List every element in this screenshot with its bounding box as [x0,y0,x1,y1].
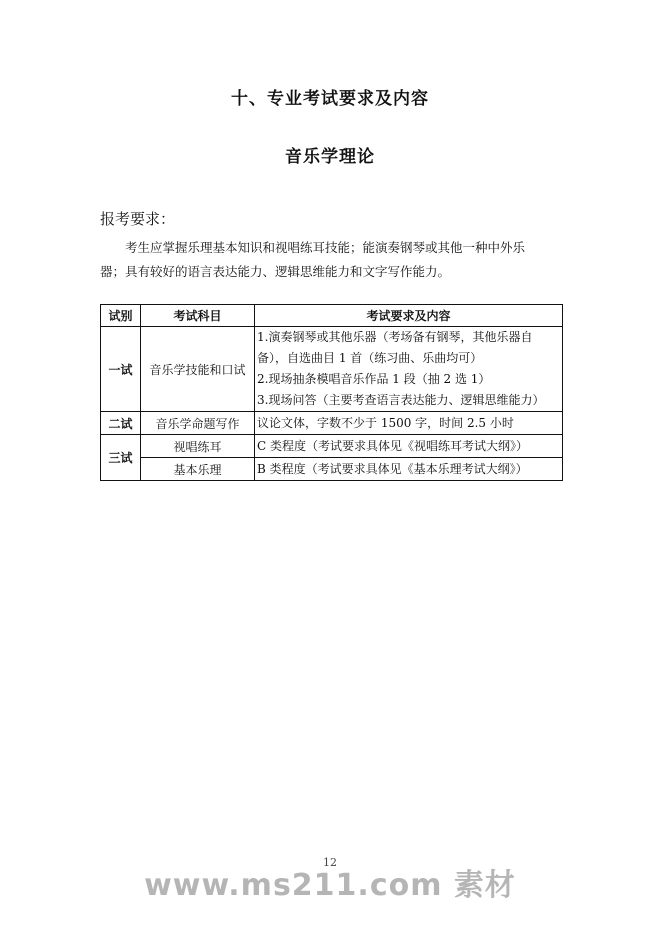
content-line: 1.演奏钢琴或其他乐器（考场备有钢琴，其他乐器自 [257,330,533,344]
table-row [101,327,563,412]
header-stage: 试别 [101,305,141,327]
table-header-row [101,305,563,327]
section-title: 十、专业考试要求及内容 [231,89,429,109]
subject-cell: 视唱练耳 [141,435,255,458]
header-content: 考试要求及内容 [255,305,563,327]
requirements-paragraph [100,236,562,284]
requirements-heading: 报考要求： [100,210,176,228]
content-cell [255,412,563,435]
requirements-line: 器；具有较好的语言表达能力、逻辑思维能力和文字写作能力。 [100,264,451,279]
table-row [101,412,563,435]
header-subject: 考试科目 [141,305,255,327]
stage-cell: 一试 [101,327,141,412]
subject-cell: 基本乐理 [141,458,255,481]
subject-cell: 音乐学命题写作 [141,412,255,435]
page-number: 12 [323,856,337,869]
subject-cell: 音乐学技能和口试 [141,327,255,412]
requirements-line: 考生应掌握乐理基本知识和视唱练耳技能；能演奏钢琴或其他一种中外乐 [125,240,526,255]
stage-cell: 三试 [101,435,141,481]
content-line: 3.现场问答（主要考查语言表达能力、逻辑思维能力） [257,393,545,407]
content-cell [255,458,563,481]
content-cell [255,435,563,458]
content-line: C 类程度（考试要求具体见《视唱练耳考试大纲》） [257,438,528,453]
content-line: 备），自选曲目 1 首（练习曲、乐曲均可） [257,351,483,365]
table-row [101,435,563,458]
content-line: 2.现场抽条模唱音乐作品 1 段（抽 2 选 1） [257,372,491,386]
content-line: 议论文体，字数不少于 1500 字，时间 2.5 小时 [257,415,514,430]
major-title: 音乐学理论 [285,147,375,167]
watermark: www.ms211.com 素材 [144,868,516,903]
stage-cell: 二试 [101,412,141,435]
table-row [101,458,563,481]
content-line: B 类程度（考试要求具体见《基本乐理考试大纲》） [257,461,528,476]
content-cell [255,327,563,412]
exam-table [100,304,563,481]
